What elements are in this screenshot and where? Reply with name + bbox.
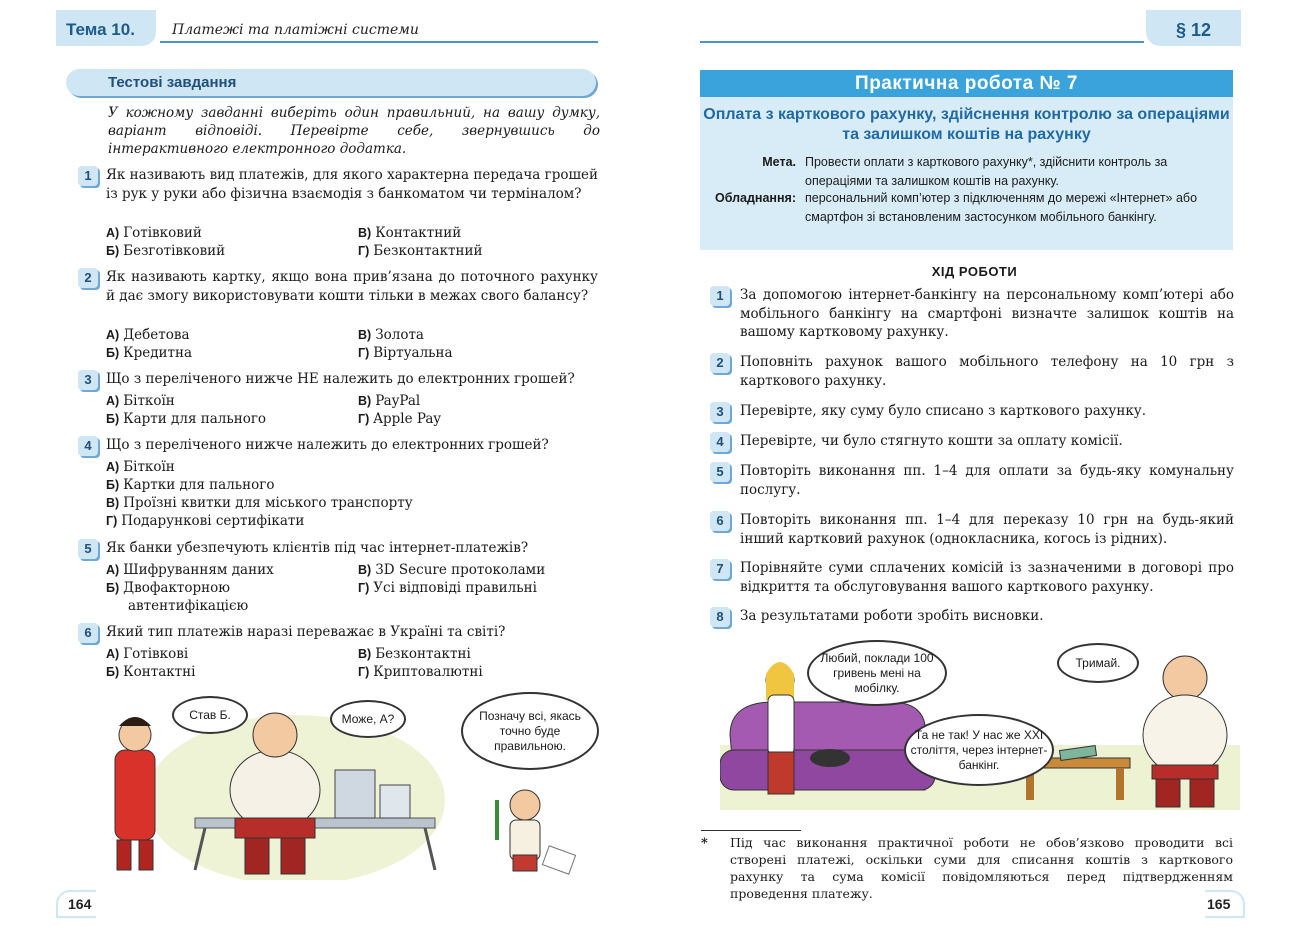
speech-bubble: Став Б. <box>172 696 248 734</box>
step-number: 4 <box>710 432 730 452</box>
option: В) Проїзні квитки для міського транспорту <box>106 495 413 511</box>
option: В) 3D Secure протоколами <box>358 562 546 578</box>
question-text: Як називають картку, якщо вона прив’язана до поточного рахунку й дає змогу використовувати кошти тільки в межах свого балансу? <box>106 269 598 304</box>
option: Б) Безготівковий <box>106 243 226 259</box>
question-number: 2 <box>78 268 98 288</box>
goal-text: Провести оплати з карткового рахунку*, здійснити контроль за операціями та залишком коштів на рахунку. <box>805 155 1168 188</box>
step-text: Перевірте, яку суму було списано з карткового рахунку. <box>740 403 1147 419</box>
step-text: За результатами роботи зробіть висновки. <box>740 608 1044 624</box>
practical-title: Практична робота № 7 <box>700 70 1233 97</box>
page-number: 164 <box>68 896 92 912</box>
question-text: Як банки убезпечують клієнтів під час інтернет-платежів? <box>106 540 529 556</box>
paragraph-label: § 12 <box>1146 10 1241 46</box>
question-number: 3 <box>78 370 98 390</box>
option: А) Шифруванням даних <box>106 562 274 578</box>
step-text: Порівняйте суми сплачених комісій із зазначеними в договорі про відкриття та обслуговування вашого карткового рахунку. <box>740 560 1234 595</box>
option: А) Біткоїн <box>106 459 175 475</box>
step-text: Поповніть рахунок вашого мобільного телефону на 10 грн з карткового рахунку. <box>740 354 1234 389</box>
option: А) Дебетова <box>106 327 190 343</box>
step-text: Повторіть виконання пп. 1–4 для оплати за будь-яку комунальну послугу. <box>740 463 1234 498</box>
option: Г) Криптовалютні <box>358 664 483 680</box>
section-title: Тестові завдання <box>66 69 596 96</box>
footnote-mark: * <box>701 836 708 851</box>
speech-bubble: Може, А? <box>330 700 406 738</box>
speech-bubble: Та не так! У нас же XXI століття, через інтернет-банкінг. <box>904 714 1054 786</box>
question-number: 4 <box>78 436 98 456</box>
header-rule <box>160 41 598 43</box>
option: Б) Картки для пального <box>106 477 275 493</box>
option: Г) Apple Pay <box>358 411 442 427</box>
option: Г) Віртуальна <box>358 345 453 361</box>
step-number: 8 <box>710 607 730 627</box>
step-text: Перевірте, чи було стягнуто кошти за оплату комісії. <box>740 433 1123 449</box>
option: Б) Двофакторною <box>106 580 231 596</box>
step-text: Повторіть виконання пп. 1–4 для переказу 10 грн на будь-який інший картковий рахунок (однокласника, когось із рідних). <box>740 512 1234 547</box>
step-number: 6 <box>710 511 730 531</box>
footnote-text: Під час виконання практичної роботи не обов’язково проводити всі створені платежі, оскільки суми для списання коштів з карткового рахунку та сума комісії повідомляються перед підтвердженням проведення платежу. <box>730 835 1233 901</box>
question-number: 5 <box>78 539 98 559</box>
question-number: 6 <box>78 623 98 643</box>
course-title: ХІД РОБОТИ <box>931 264 1018 279</box>
question-text: Що з переліченого нижче належить до електронних грошей? <box>106 437 549 453</box>
equipment-label: Обладнання: <box>714 191 796 205</box>
option: А) Готівковий <box>106 225 202 241</box>
option: Г) Безконтактний <box>358 243 483 259</box>
speech-bubble: Тримай. <box>1057 643 1139 683</box>
option: Г) Усі відповіді правильні <box>358 580 537 596</box>
header-rule <box>700 41 1144 43</box>
option: В) PayPal <box>358 393 421 409</box>
practical-subtitle: Оплата з карткового рахунку, здійснення контролю за операціями та залишком коштів на рахунку <box>703 106 1230 143</box>
question-text: Що з переліченого нижче НЕ належить до електронних грошей? <box>106 371 575 387</box>
option: А) Біткоїн <box>106 393 175 409</box>
footnote-rule <box>701 830 801 831</box>
intro-text: У кожному завданні виберіть один правильний, на вашу думку, варіант відповіді. Перевірте себе, звернувшись до інтерактивного електронного додатка. <box>108 105 600 157</box>
page-number: 165 <box>1207 896 1231 912</box>
option: В) Золота <box>358 327 424 343</box>
option: В) Безконтактні <box>358 646 471 662</box>
step-number: 7 <box>710 559 730 579</box>
option: В) Контактний <box>358 225 462 241</box>
speech-bubble: Позначу всі, якась точно буде правильною. <box>461 692 599 770</box>
right-page <box>650 0 1299 945</box>
question-number: 1 <box>78 166 98 186</box>
option: А) Готівкові <box>106 646 189 662</box>
option: Б) Кредитна <box>106 345 193 361</box>
step-text: За допомогою інтернет-банкінгу на персональному комп’ютері або мобільного банкінгу на смартфоні визначте залишок коштів на вашому картковому рахунку. <box>740 287 1234 340</box>
step-number: 5 <box>710 462 730 482</box>
equipment-text: персональний комп’ютер з підключенням до мережі «Інтернет» або смартфон зі встановленим застосунком мобільного банкінгу. <box>805 191 1198 224</box>
step-number: 2 <box>710 353 730 373</box>
goal-label: Мета. <box>762 155 796 169</box>
option: Б) Карти для пального <box>106 411 267 427</box>
question-text: Який тип платежів наразі переважає в Україні та світі? <box>106 624 506 640</box>
speech-bubble: Любий, поклади 100 гривень мені на мобілку. <box>807 640 947 706</box>
option-continuation: автентифікацією <box>128 598 249 614</box>
practical-info-box <box>700 97 1233 250</box>
step-number: 1 <box>710 286 730 306</box>
step-number: 3 <box>710 402 730 422</box>
topic-title: Платежі та платіжні системи <box>172 22 419 38</box>
option: Б) Контактні <box>106 664 196 680</box>
topic-label: Тема 10. <box>56 10 156 46</box>
option: Г) Подарункові сертифікати <box>106 513 305 529</box>
question-text: Як називають вид платежів, для якого характерна передача грошей із рук у руки або фізична взаємодія з банкоматом чи терміналом? <box>106 167 598 202</box>
